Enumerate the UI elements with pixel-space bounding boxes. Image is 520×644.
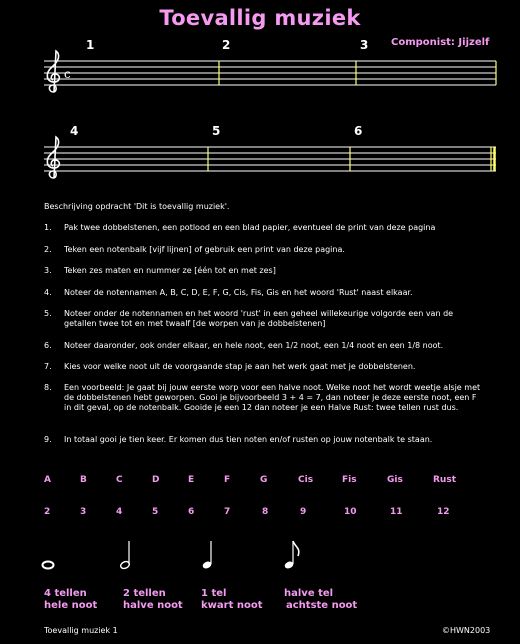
step-text: Teken een notenbalk [vijf lijnen] of gebruik een print van deze pagina. (64, 245, 345, 254)
duration-label (44, 588, 97, 612)
note-name: A (44, 475, 51, 485)
measure-number: 3 (360, 38, 369, 52)
staff-2 (0, 134, 520, 184)
note-number: 5 (152, 507, 159, 517)
step-text: In totaal gooi je tien keer. Er komen dus tien noten en/of rusten op jouw notenbalk te staan. (64, 435, 433, 444)
note-number: 9 (300, 507, 307, 517)
note-number: 12 (437, 507, 450, 517)
step-text: Een voorbeeld: Je gaat bij jouw eerste worp voor een halve noot. Welke noot het wordt weetje alsje met de dobbelstenen hebt geworpen. Gooi je bijvoorbeeld 3 + 4 = 7, dan noteer je deze eerste noot, een F in dit geval, op de notenbalk. Gooide je een 12 dan noteer je een Halve Rust: twee tellen rust dus. (64, 383, 481, 412)
step-number: 1. (44, 223, 52, 232)
note-name: F (224, 475, 231, 485)
step-number: 2. (44, 245, 52, 254)
duration-count: 4 tellen (44, 588, 87, 599)
note-name: E (188, 475, 195, 485)
note-name: Cis (298, 475, 314, 485)
step-number: 8. (44, 383, 52, 392)
duration-label (123, 588, 183, 612)
duration-count: 2 tellen (123, 588, 166, 599)
note-number: 4 (116, 507, 123, 517)
description-heading: Beschrijving opdracht 'Dit is toevallig muziek'. (44, 202, 230, 211)
duration-name: hele noot (44, 600, 98, 611)
step-text: Teken zes maten en nummer ze [één tot en met zes] (64, 266, 276, 275)
note-number: 11 (390, 507, 403, 517)
measure-number: 6 (354, 124, 363, 138)
measure-number: 1 (86, 38, 95, 52)
note-number: 3 (80, 507, 87, 517)
note-number: 7 (224, 507, 231, 517)
note-number: 2 (44, 507, 51, 517)
step-text: Kies voor welke noot uit de voorgaande stap je aan het werk gaat met je dobbelstenen. (64, 362, 416, 371)
step-number: 3. (44, 266, 52, 275)
step-number: 6. (44, 341, 52, 350)
quarter-note-icon (200, 538, 220, 572)
step-text: Noteer daaronder, ook onder elkaar, en hele noot, een 1/2 noot, een 1/4 noot en een 1/8 noot. (64, 341, 444, 350)
treble-clef-icon (47, 137, 59, 178)
note-name: Fis (342, 475, 357, 485)
measure-number: 2 (222, 38, 231, 52)
footer-title: Toevallig muziek 1 (44, 626, 118, 635)
note-number: 10 (344, 507, 357, 517)
duration-count: halve tel (284, 588, 334, 599)
note-name: Gis (387, 475, 403, 485)
footer-copyright: ©HWN2003 (442, 626, 491, 635)
staff-1 (0, 48, 520, 98)
composer-label: Componist: Jijzelf (391, 37, 490, 48)
step-text: Pak twee dobbelstenen, een potlood en een blad papier, eventueel de print van deze pagina (64, 223, 436, 232)
treble-clef-icon (47, 51, 59, 92)
half-note-icon (118, 538, 138, 572)
measure-number: 4 (70, 124, 79, 138)
note-name: C (116, 475, 123, 485)
page-title: Toevallig muziek (159, 6, 361, 30)
duration-label (201, 588, 262, 612)
step-number: 5. (44, 309, 52, 318)
note-name: D (152, 475, 160, 485)
duration-name: halve noot (123, 600, 183, 611)
step-number: 9. (44, 435, 52, 444)
note-name: B (80, 475, 87, 485)
duration-name: achtste noot (286, 600, 358, 611)
measure-number: 5 (212, 124, 221, 138)
step-number: 7. (44, 362, 52, 371)
duration-label (284, 588, 357, 612)
step-text: Noteer de notennamen A, B, C, D, E, F, G, Cis, Fis, Gis en het woord 'Rust' naast elkaar. (64, 288, 413, 297)
whole-note-icon (40, 538, 60, 572)
duration-count: 1 tel (201, 588, 227, 599)
step-text: Noteer onder de notennamen en het woord 'rust' in een geheel willekeurige volgorde een van de getallen twee tot en met twaalf [de worpen van je dobbelstenen] (64, 309, 454, 328)
step-number: 4. (44, 288, 52, 297)
note-number: 8 (262, 507, 269, 517)
note-name: G (260, 475, 268, 485)
eighth-note-icon (282, 538, 302, 572)
note-number: 6 (188, 507, 195, 517)
time-signature: c (64, 67, 71, 81)
note-name: Rust (433, 475, 456, 485)
duration-name: kwart noot (201, 600, 263, 611)
